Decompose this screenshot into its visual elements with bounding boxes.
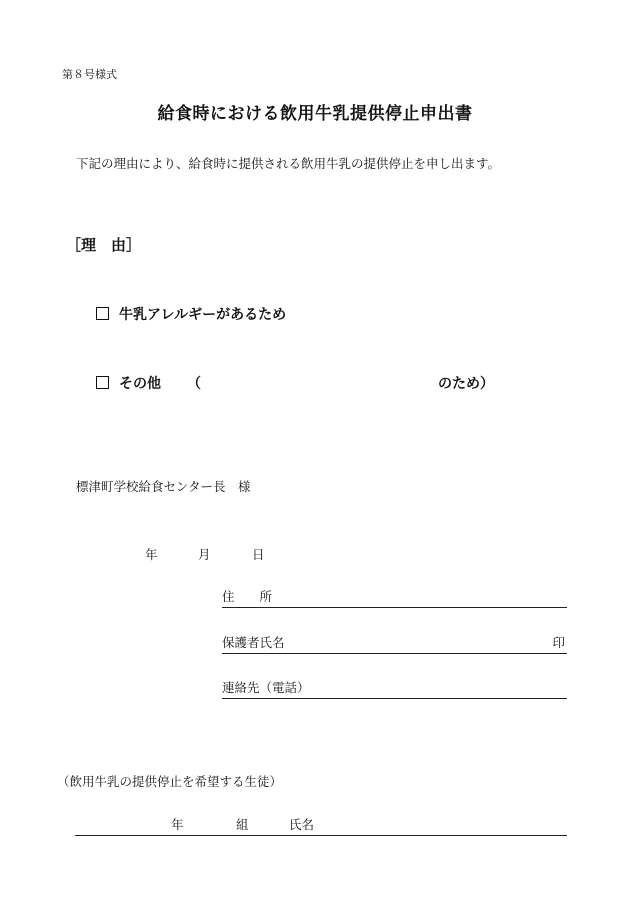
addressee: 標津町学校給食センター長 様	[76, 479, 251, 494]
reason-heading: ［理 由］	[66, 236, 142, 254]
date-month-label: 月	[198, 547, 211, 562]
student-class-label: 組	[236, 817, 249, 832]
guardian-name-label: 保護者氏名	[222, 635, 285, 650]
student-name-label: 氏名	[289, 817, 315, 832]
contact-phone-field[interactable]	[222, 676, 567, 699]
seal-mark: 印	[552, 635, 565, 650]
other-reason-paren-open: （	[187, 376, 201, 392]
student-note: （飲用牛乳の提供停止を希望する生徒）	[57, 774, 283, 789]
date-year-label: 年	[145, 547, 158, 562]
other-reason-suffix: のため）	[438, 376, 494, 392]
address-label: 住 所	[222, 589, 273, 604]
checkbox-milk-allergy[interactable]	[96, 307, 109, 320]
address-field[interactable]	[222, 585, 567, 608]
contact-phone-label: 連絡先（電話）	[222, 680, 310, 695]
form-number: 第８号様式	[62, 68, 117, 81]
reason-option-label: 牛乳アレルギーがあるため	[119, 307, 287, 323]
intro-text: 下記の理由により、給食時に提供される飲用牛乳の提供停止を申し出ます。	[76, 156, 501, 171]
guardian-name-field[interactable]	[222, 631, 567, 654]
student-year-label: 年	[171, 817, 184, 832]
checkbox-other[interactable]	[96, 376, 109, 389]
reason-option-other[interactable]	[96, 373, 494, 393]
reason-option-label: その他	[119, 376, 161, 392]
date-day-label: 日	[252, 547, 265, 562]
reason-option-milk-allergy[interactable]	[96, 304, 286, 324]
document-title: 給食時における飲用牛乳提供停止申出書	[157, 104, 473, 124]
student-info-field[interactable]	[75, 815, 567, 836]
